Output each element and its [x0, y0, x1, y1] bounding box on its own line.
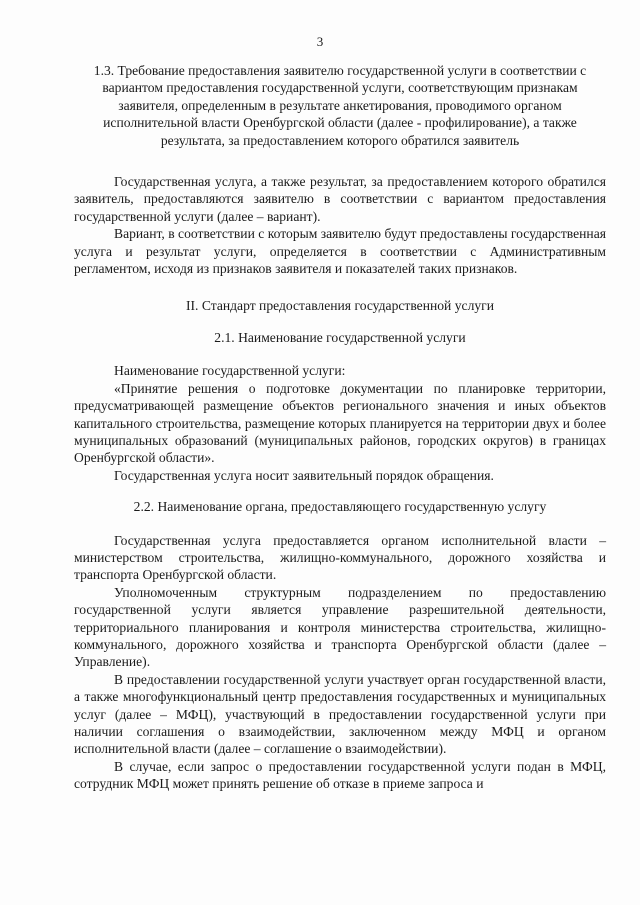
- page-number: 3: [316, 34, 324, 49]
- section-1-3-paragraph-2: Вариант, в соответствии с которым заявителю будут предоставлены государственная услуга и результат услуги, определяется в соответствии с Административным регламентом, исходя из признаков заявителя и показателей таких признаков.: [74, 226, 606, 277]
- section-2-2-paragraph-1: Государственная услуга предоставляется органом исполнительной власти – министерством строительства, жилищно-коммунального, дорожного хозяйства и транспорта Оренбургской области.: [74, 532, 606, 583]
- section-2-title: II. Стандарт предоставления государственной услуги: [185, 298, 494, 314]
- page-content: [74, 62, 606, 793]
- section-2-2-paragraph-4: В случае, если запрос о предоставлении государственной услуги подан в МФЦ, сотрудник МФЦ может принять решение об отказе в приеме запроса и: [74, 758, 606, 792]
- section-2-2-paragraph-2: Уполномоченным структурным подразделением по предоставлению государственной услуги является управление разрешительной деятельности, территориального планирования и контроля министерства строительства, жилищно-коммунального, дорожного хозяйства и транспорта Оренбургской области (далее – Управление).: [74, 584, 606, 670]
- section-2-1-title: 2.1. Наименование государственной услуги: [214, 329, 466, 345]
- section-1-3-paragraph-1: Государственная услуга, а также результат, за предоставлением которого обратился заявитель, предоставляются заявителю в соответствии с вариантом предоставления государственной услуги (далее – вариант).: [74, 174, 606, 224]
- section-2-2-title: 2.2. Наименование органа, предоставляющего государственную услугу: [133, 499, 547, 515]
- section-1-3-heading: 1.3. Требование предоставления заявителю государственной услуги в соответствии с вариантом предоставления государственной услуги, соответствующим признакам заявителя, определенным в результате анкетирования, проводимого органом исполнительной власти Оренбургской области (далее - профилирование), а также результата, за предоставлением которого обратился заявитель: [93, 63, 587, 148]
- section-2-2-paragraph-3: В предоставлении государственной услуги участвует орган государственной власти, а также многофункциональный центр предоставления государственных и муниципальных услуг (далее – МФЦ), участвующий в предоставлении государственной услуги при наличии соглашения о взаимодействии, заключенном между МФЦ и органом исполнительной власти (далее – соглашение о взаимодействии).: [74, 671, 606, 757]
- section-2-1-paragraph-2: «Принятие решения о подготовке документации по планировке территории, предусматривающей размещение объектов регионального значения и иных объектов капитального строительства, размещение которых планируется на территории двух и более муниципальных образований (муниципальных районов, городских округов) в границах Оренбургской области».: [74, 380, 606, 466]
- section-2-1-paragraph-3: Государственная услуга носит заявительный порядок обращения.: [114, 467, 494, 483]
- section-2-1-paragraph-1: Наименование государственной услуги:: [114, 363, 346, 379]
